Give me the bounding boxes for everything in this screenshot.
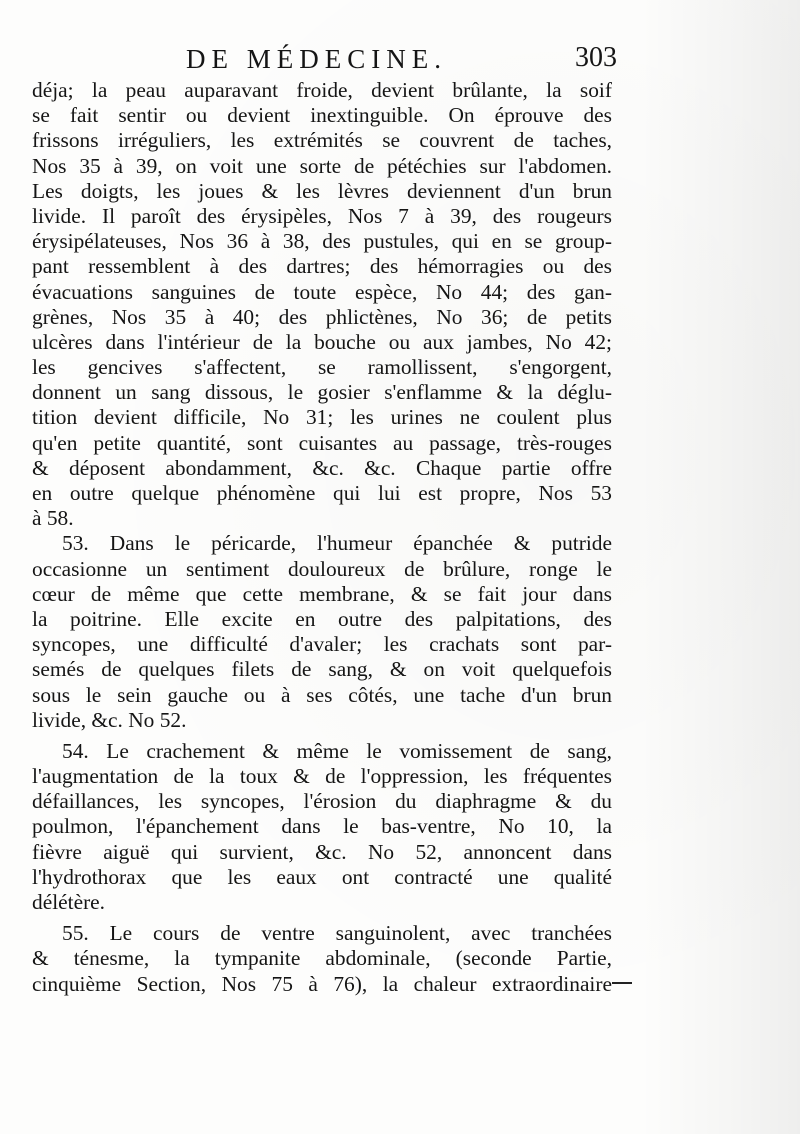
paragraph-52-continuation [32,78,612,531]
text-line: déja; la peau auparavant froide, devient brûlante, la soif [32,78,612,102]
text-line: érysipélateuses, Nos 36 à 38, des pustules, qui en se group- [32,229,612,254]
text-line: défaillances, les syncopes, l'érosion du diaphragme & du [32,789,612,814]
facing-page-shadow [640,0,800,1134]
text-line: livide. Il paroît des érysipèles, Nos 7 à 39, des rougeurs [32,203,612,228]
text-line: fièvre aiguë qui survient, &c. No 52, annoncent dans [32,839,612,864]
text-line: pant ressemblent à des dartres; des hémorragies ou des [32,254,612,279]
text-line: l'hydrothorax que les eaux ont contracté une qualité [32,864,612,889]
text-line: se fait sentir ou devient inextinguible. On éprouve des [32,103,612,128]
text-line: tition devient difficile, No 31; les urines ne coulent plus [32,405,612,430]
text-line: Nos 35 à 39, on voit une sorte de pétéchies sur l'abdomen. [32,153,612,178]
text-line: grènes, Nos 35 à 40; des phlictènes, No 36; de petits [32,304,612,329]
text-line: donnent un sang dissous, le gosier s'enflamme & la déglu- [32,380,612,405]
text-line: & déposent abondamment, &c. &c. Chaque partie offre [32,455,612,480]
text-line: semés de quelques filets de sang, & on voit quelquefois [32,657,612,682]
text-line: occasionne un sentiment douloureux de brûlure, ronge le [32,556,612,581]
text-line: à 58. [32,506,74,531]
text-line: l'augmentation de la toux & de l'oppression, les fréquentes [32,764,612,789]
body-text [32,78,612,997]
paragraph-53 [32,531,612,733]
text-line: cœur de même que cette membrane, & se fait jour dans [32,581,612,606]
text-line: 53. Dans le péricarde, l'humeur épanchée & putride [62,531,612,556]
text-line: les gencives s'affectent, se ramollissent, s'engorgent, [32,355,612,380]
text-line: évacuations sanguines de toute espèce, No 44; des gan- [32,279,612,304]
running-head: DE MÉDECINE. [186,44,447,74]
text-line: syncopes, une difficulté d'avaler; les crachats sont par- [32,632,612,657]
text-line: 54. Le crachement & même le vomissement de sang, [62,738,612,763]
text-line: ulcères dans l'intérieur de la bouche ou aux jambes, No 42; [32,329,612,354]
page-number: 303 [575,42,617,73]
text-line: cinquième Section, Nos 75 à 76), la chaleur extraordinaire [32,971,612,996]
text-line: qu'en petite quantité, sont cuisantes au passage, très-rouges [32,430,612,455]
text-line: sous le sein gauche ou à ses côtés, une tache d'un brun [32,682,612,707]
page-header [0,40,800,80]
text-line: frissons irréguliers, les extrémités se couvrent de taches, [32,128,612,153]
text-line: livide, &c. No 52. [32,707,187,732]
text-line: 55. Le cours de ventre sanguinolent, avec tranchées [62,921,612,946]
margin-dash [612,982,632,984]
text-line: délétère. [32,890,106,914]
paragraph-55 [32,921,612,997]
text-line: & ténesme, la tympanite abdominale, (seconde Partie, [32,946,612,971]
text-line: Les doigts, les joues & les lèvres deviennent d'un brun [32,178,612,203]
paragraph-54 [32,739,612,915]
text-line: poulmon, l'épanchement dans le bas-ventre, No 10, la [32,814,612,839]
text-line: en outre quelque phénomène qui lui est propre, Nos 53 [32,481,612,505]
text-line: la poitrine. Elle excite en outre des palpitations, des [32,606,612,631]
